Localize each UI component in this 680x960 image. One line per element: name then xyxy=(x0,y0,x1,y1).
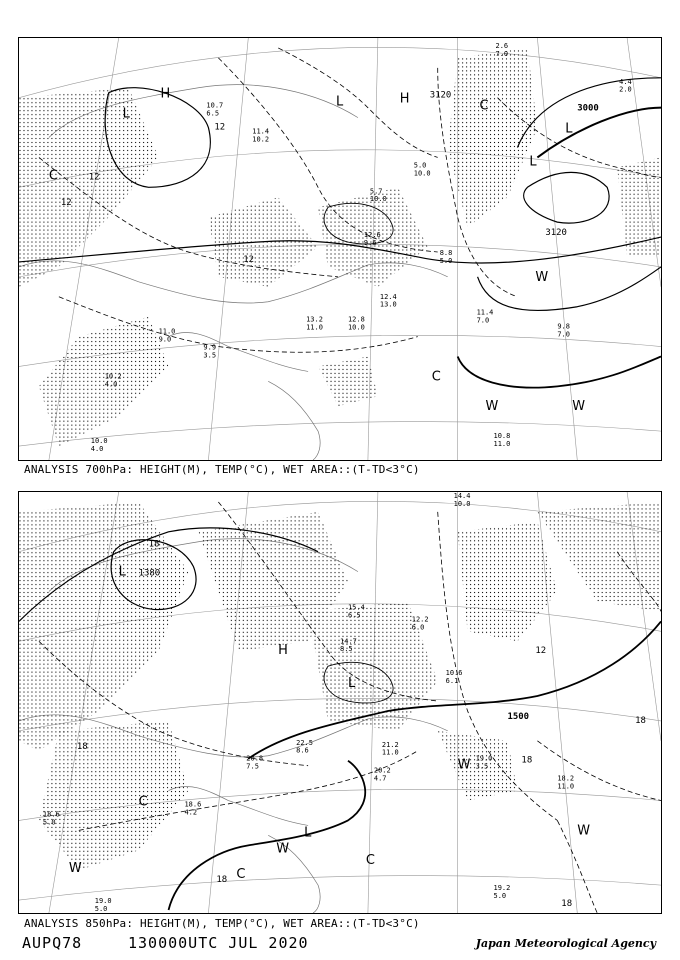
center-symbol: L xyxy=(347,676,356,692)
station-temp: 19.0 xyxy=(475,754,493,763)
station-dewpoint-depression: 5.0 xyxy=(42,818,56,827)
center-symbol: W xyxy=(68,861,82,877)
center-symbol: H xyxy=(399,91,410,107)
station-dewpoint-depression: 10.2 xyxy=(252,135,270,144)
isotherm-label: 18 xyxy=(76,741,88,752)
station-dewpoint-depression: 5.0 xyxy=(439,256,453,265)
station-dewpoint-depression: 3.5 xyxy=(203,351,217,360)
center-symbol: L xyxy=(336,94,344,110)
map-panel-700hpa xyxy=(18,37,662,461)
station-dewpoint-depression: 8.5 xyxy=(340,645,353,654)
center-symbol: W xyxy=(577,823,591,839)
station-dewpoint-depression: 11.0 xyxy=(493,440,511,449)
station-temp: 12.4 xyxy=(379,292,397,301)
station-dewpoint-depression: 5.0 xyxy=(493,892,507,901)
center-symbol: C xyxy=(431,369,441,385)
station-dewpoint-depression: 6.5 xyxy=(347,611,361,620)
station-dewpoint-depression: 6.1 xyxy=(445,677,459,686)
station-temp: 19.0 xyxy=(94,897,112,906)
station-dewpoint-depression: 10.0 xyxy=(369,195,387,204)
station-temp: 5.7 xyxy=(369,187,383,196)
station-temp: 14.7 xyxy=(340,637,357,646)
station-temp: 19.2 xyxy=(493,884,511,893)
caption-850hpa: ANALYSIS 850hPa: HEIGHT(M), TEMP(°C), WET AREA::(T-TD<3°C) xyxy=(24,917,420,930)
station-temp: 21.2 xyxy=(381,740,399,749)
station-temp: 11.4 xyxy=(476,308,494,317)
station-temp: 12.6 xyxy=(363,231,381,240)
center-symbol: C xyxy=(138,794,148,810)
map-700hpa-canvas xyxy=(19,38,661,460)
center-symbol: C xyxy=(479,98,489,114)
station-temp: 18.6 xyxy=(42,810,60,819)
station-dewpoint-depression: 4.0 xyxy=(104,380,118,389)
station-temp: 18.2 xyxy=(557,774,575,783)
contour-label: 3120 xyxy=(429,90,452,101)
station-temp: 18.6 xyxy=(184,800,202,809)
center-symbol: C xyxy=(365,853,375,869)
isotherm-label: 12 xyxy=(243,254,255,265)
station-temp: 10.2 xyxy=(104,372,122,381)
station-temp: 5.0 xyxy=(413,161,427,170)
station-dewpoint-depression: 11.0 xyxy=(381,748,399,757)
station-dewpoint-depression: 10.0 xyxy=(347,323,365,332)
contour-label: 3000 xyxy=(577,103,599,114)
station-dewpoint-depression: 5.0 xyxy=(94,905,108,913)
station-temp: 20.2 xyxy=(373,766,391,775)
center-symbol: W xyxy=(485,399,499,415)
isotherm-label: 18 xyxy=(148,539,160,550)
station-temp: 10.8 xyxy=(493,432,511,441)
agency-name: Japan Meteorological Agency xyxy=(475,937,656,950)
contour-label: 1500 xyxy=(507,711,530,722)
station-dewpoint-depression: 7.0 xyxy=(557,330,570,339)
station-dewpoint-depression: 4.7 xyxy=(373,774,387,783)
station-temp: 10.0 xyxy=(90,437,108,446)
center-symbol: L xyxy=(118,564,126,580)
center-symbol: L xyxy=(529,154,537,170)
station-dewpoint-depression: 2.0 xyxy=(619,85,632,94)
isotherm-label: 12 xyxy=(214,122,226,133)
isotherm-label: 12 xyxy=(60,198,72,209)
center-symbol: L xyxy=(565,121,573,137)
station-dewpoint-depression: 4.2 xyxy=(184,808,198,817)
isotherm-label: 18 xyxy=(561,899,573,910)
station-dewpoint-depression: 7.0 xyxy=(495,49,509,58)
center-symbol: W xyxy=(535,269,549,285)
station-temp: 22.5 xyxy=(296,738,313,747)
chart-id: AUPQ78 xyxy=(22,934,83,952)
center-symbol: W xyxy=(457,757,471,773)
station-temp: 14.4 xyxy=(453,492,471,500)
map-850hpa-canvas xyxy=(19,492,661,913)
station-temp: 4.4 xyxy=(619,77,632,86)
center-symbol: C xyxy=(236,867,246,883)
contour-label: 3120 xyxy=(545,228,567,239)
center-symbol: W xyxy=(276,841,290,857)
station-dewpoint-depression: 9.6 xyxy=(363,239,377,248)
station-temp: 15.4 xyxy=(347,603,365,612)
station-temp: 10.6 xyxy=(445,669,463,678)
wet-areas-850 xyxy=(19,499,661,870)
station-temp: 9.8 xyxy=(557,322,570,331)
station-temp: 13.2 xyxy=(306,315,323,324)
station-temp: 11.4 xyxy=(252,127,270,136)
caption-700hpa: ANALYSIS 700hPa: HEIGHT(M), TEMP(°C), WET AREA::(T-TD<3°C) xyxy=(24,463,420,476)
station-temp: 10.7 xyxy=(206,101,224,110)
center-symbol: H xyxy=(160,86,171,102)
station-temp: 12.2 xyxy=(411,615,429,624)
contour-label: 1380 xyxy=(138,568,161,579)
station-dewpoint-depression: 13.0 xyxy=(379,300,397,309)
valid-time: 130000UTC JUL 2020 xyxy=(128,934,309,952)
station-temp: 8.8 xyxy=(439,248,453,257)
center-symbol: H xyxy=(278,643,288,659)
station-dewpoint-depression: 6.5 xyxy=(206,109,220,118)
isotherm-label: 18 xyxy=(216,875,228,886)
center-symbol: W xyxy=(572,399,586,415)
station-temp: 12.8 xyxy=(347,315,365,324)
station-dewpoint-depression: 10.0 xyxy=(453,499,471,508)
station-dewpoint-depression: 3.5 xyxy=(475,762,489,771)
station-temp: 9.9 xyxy=(203,343,217,352)
isotherm-label: 18 xyxy=(635,715,646,726)
center-symbol: L xyxy=(122,106,130,122)
station-dewpoint-depression: 9.0 xyxy=(158,335,172,344)
station-temp: 11.0 xyxy=(158,327,176,336)
station-dewpoint-depression: 11.0 xyxy=(557,782,575,791)
isotherm-label: 12 xyxy=(88,172,100,183)
station-dewpoint-depression: 7.0 xyxy=(476,316,490,325)
station-dewpoint-depression: 6.0 xyxy=(411,623,425,632)
station-dewpoint-depression: 8.6 xyxy=(296,746,309,755)
station-dewpoint-depression: 10.0 xyxy=(413,169,431,178)
map-panel-850hpa xyxy=(18,491,662,914)
station-temp: 2.6 xyxy=(495,41,509,50)
station-dewpoint-depression: 7.5 xyxy=(246,762,259,771)
center-symbol: C xyxy=(48,168,58,184)
center-symbol: L xyxy=(304,825,312,841)
station-dewpoint-depression: 11.0 xyxy=(306,323,323,332)
station-dewpoint-depression: 4.0 xyxy=(90,445,104,454)
station-temp: 20.8 xyxy=(246,754,264,763)
isotherm-label: 12 xyxy=(535,646,547,657)
isotherm-label: 18 xyxy=(521,755,533,766)
